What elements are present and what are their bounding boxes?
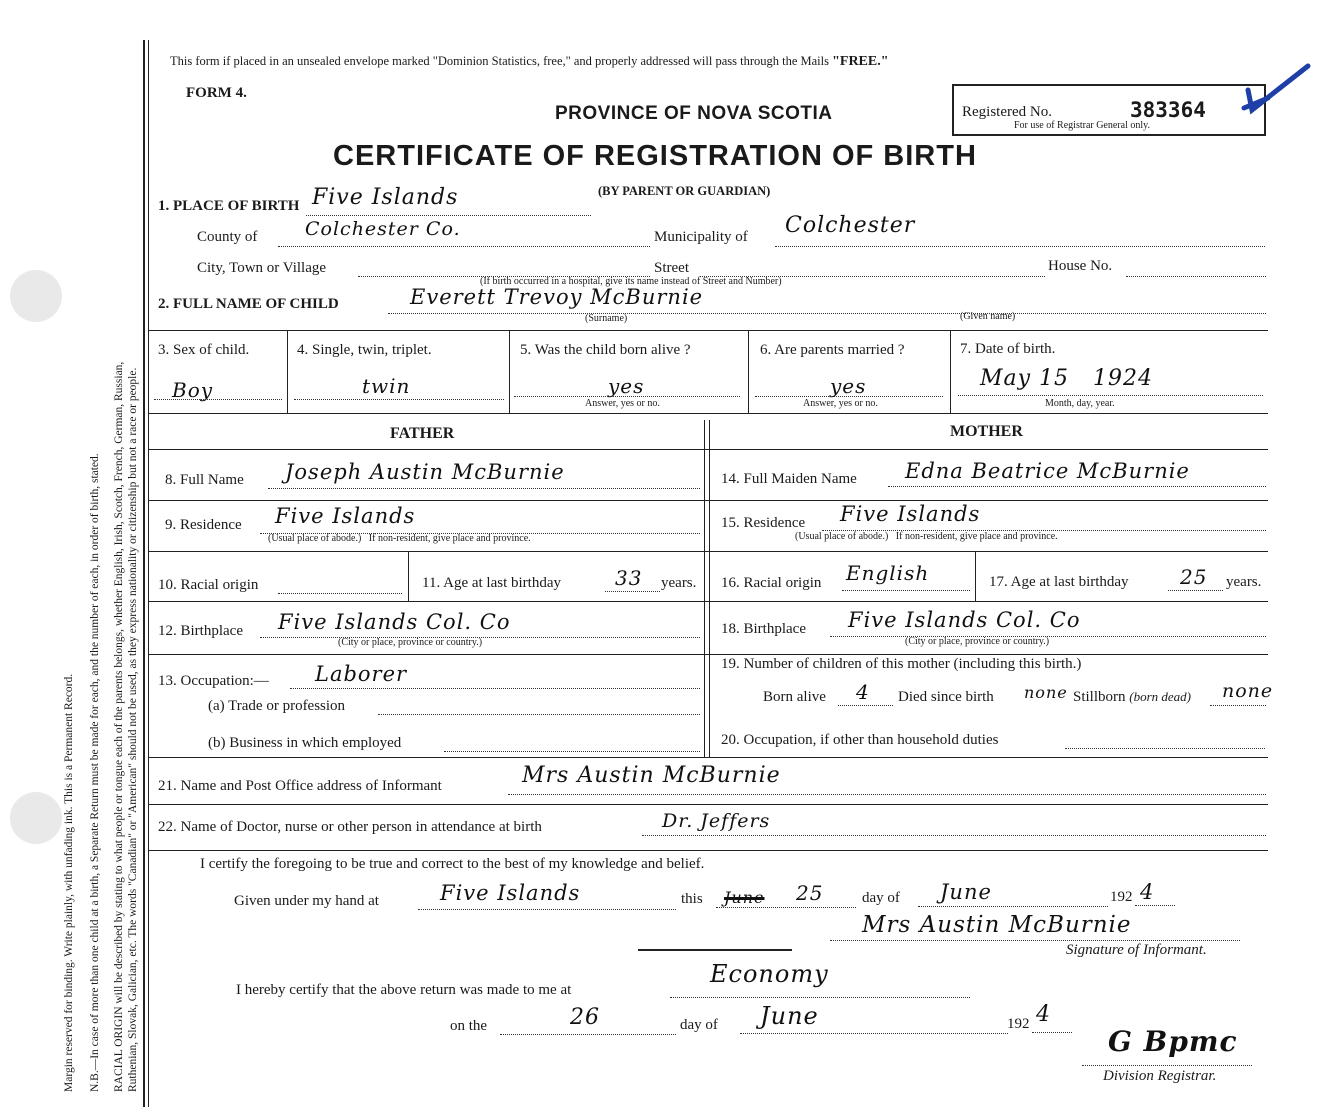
rule-under-birthplace — [148, 654, 1268, 655]
rule-under-racial — [148, 601, 1268, 602]
row3-divider-4 — [950, 330, 951, 413]
informant-signature-line — [830, 940, 1240, 941]
registrar-signature-label: Division Registrar. — [1103, 1068, 1217, 1084]
sex-value: Boy — [172, 378, 214, 402]
mother-name-label: 14. Full Maiden Name — [721, 471, 857, 487]
born-alive-count-line — [838, 705, 893, 706]
margin-line-2: N.B.—In case of more than one child at a birth, a Separate Return must be made for each, and the number of each, in order of birth, stated. — [89, 453, 101, 1092]
stillborn-note: (born dead) — [1129, 689, 1192, 704]
place-of-birth-label: 1. PLACE OF BIRTH — [158, 198, 300, 214]
binder-hole-bottom — [10, 792, 62, 844]
certificate-subtitle: (BY PARENT OR GUARDIAN) — [598, 184, 771, 198]
margin-notes — [62, 361, 139, 1093]
mother-years: years. — [1226, 574, 1262, 590]
rule-under-residence — [148, 551, 1268, 552]
date-of-birth-label: 7. Date of birth. — [960, 341, 1056, 357]
binder-hole-top — [10, 270, 62, 322]
parents-center-divider — [704, 420, 705, 757]
mother-heading: MOTHER — [950, 423, 1023, 440]
father-age-value: 33 — [615, 566, 643, 590]
parents-married-label: 6. Are parents married ? — [760, 342, 905, 358]
given-year-suffix: 4 — [1140, 880, 1155, 904]
municipality-line — [775, 246, 1265, 247]
mother-birthplace-value: Five Islands Col. Co — [848, 608, 1081, 632]
county-label: County of — [197, 229, 258, 245]
father-residence-note: (Usual place of abode.) If non-resident, give place and province. — [268, 533, 531, 544]
certificate-title: CERTIFICATE OF REGISTRATION OF BIRTH — [333, 140, 977, 172]
given-day-line — [716, 907, 856, 908]
sex-label: 3. Sex of child. — [158, 342, 250, 358]
plurality-value: twin — [362, 374, 411, 398]
mother-birthplace-note: (City or place, province or country.) — [905, 636, 1050, 647]
registrar-on-label: on the — [450, 1018, 488, 1034]
mother-residence-label: 15. Residence — [721, 515, 806, 531]
registrar-month-value: June — [760, 1002, 819, 1030]
row3-divider-3 — [748, 330, 749, 413]
date-of-birth-value: May 15 1924 — [980, 366, 1154, 391]
given-place-value: Five Islands — [440, 881, 581, 905]
born-alive-count-label: Born alive — [763, 689, 826, 705]
father-occupation-label: 13. Occupation:— — [158, 673, 269, 689]
father-racial-label: 10. Racial origin — [158, 577, 259, 593]
registered-no-label: Registered No. — [962, 104, 1052, 120]
form-number: FORM 4. — [186, 85, 247, 101]
father-occupation-value: Laborer — [315, 662, 408, 686]
registration-box — [952, 84, 1266, 136]
trade-label: (a) Trade or profession — [208, 698, 346, 714]
born-alive-label: 5. Was the child born alive ? — [520, 342, 691, 358]
child-name-value: Everett Trevoy McBurnie — [410, 285, 704, 309]
plurality-line — [294, 399, 504, 400]
father-name-label: 8. Full Name — [165, 472, 244, 488]
father-occupation-line — [290, 688, 700, 689]
blue-check-mark-icon — [1238, 58, 1318, 118]
hospital-note: (If birth occurred in a hospital, give its name instead of Street and Number) — [480, 276, 782, 287]
given-year-prefix: 192 — [1110, 889, 1133, 905]
doctor-line — [642, 835, 1266, 836]
binding-rule — [143, 40, 145, 1107]
registrar-day-value: 26 — [570, 1005, 600, 1030]
struck-month: June — [724, 888, 765, 907]
row3-divider-2 — [509, 330, 510, 413]
rule-under-informant — [148, 804, 1268, 805]
date-of-birth-line — [958, 395, 1263, 396]
parents-center-divider-2 — [709, 420, 710, 757]
margin-line-3: RACIAL ORIGIN will be described by stating to what people or tongue each of the parents belongs, whether English, Irish, Scotch, French, German, Russian, — [113, 361, 125, 1092]
registrar-day-line — [500, 1034, 676, 1035]
registrar-year-prefix: 192 — [1007, 1016, 1030, 1032]
mail-notice: This form if placed in an unsealed envelope marked "Dominion Statistics, free," and properly addressed will pass through the Mails "FREE." — [170, 54, 889, 69]
given-year-line — [1135, 905, 1175, 906]
father-age-line — [605, 591, 660, 592]
registrar-month-line — [740, 1033, 1008, 1034]
mother-birthplace-label: 18. Birthplace — [721, 621, 806, 637]
given-day-value: 25 — [796, 881, 824, 905]
stillborn-line — [1210, 705, 1266, 706]
died-since-birth-label: Died since birth — [898, 689, 994, 705]
row3-divider-1 — [287, 330, 288, 413]
mother-residence-note: (Usual place of abode.) If non-resident, give place and province. — [795, 531, 1058, 542]
rule-under-occupation — [148, 757, 1268, 758]
surname-note: (Surname) — [585, 313, 628, 324]
rule-under-headings — [148, 449, 1268, 450]
registrar-signature-line — [1082, 1065, 1252, 1066]
municipality-value: Colchester — [785, 213, 916, 238]
doctor-value: Dr. Jeffers — [662, 810, 771, 832]
house-no-line — [1126, 276, 1266, 277]
born-alive-note: Answer, yes or no. — [585, 398, 660, 409]
stillborn-value: none — [1222, 680, 1274, 702]
father-birthplace-note: (City or place, province or country.) — [338, 637, 483, 648]
municipality-label: Municipality of — [654, 229, 748, 245]
registrar-statement: I hereby certify that the above return was made to me at — [236, 982, 572, 998]
parents-married-note: Answer, yes or no. — [803, 398, 878, 409]
child-name-label: 2. FULL NAME OF CHILD — [158, 296, 339, 312]
mother-age-value: 25 — [1180, 565, 1208, 589]
informant-value: Mrs Austin McBurnie — [522, 763, 781, 788]
this-label: this — [681, 891, 703, 907]
born-alive-value: yes — [608, 374, 645, 398]
mother-racial-line — [842, 590, 970, 591]
born-alive-count-value: 4 — [856, 680, 870, 704]
parents-married-value: yes — [830, 374, 867, 398]
father-residence-label: 9. Residence — [165, 517, 242, 533]
county-value: Colchester Co. — [305, 218, 461, 240]
informant-signature: Mrs Austin McBurnie — [862, 912, 1132, 938]
registrar-note: For use of Registrar General only. — [1014, 120, 1150, 131]
father-name-line — [268, 488, 700, 489]
sex-line — [154, 399, 282, 400]
rule-under-doctor — [148, 850, 1268, 851]
mother-age-line — [1168, 590, 1223, 591]
registrar-signature: G Bpmc — [1108, 1025, 1238, 1058]
parents-married-line — [755, 396, 943, 397]
mother-age-label: 17. Age at last birthday — [989, 574, 1129, 590]
house-no-label: House No. — [1048, 258, 1113, 274]
father-birthplace-label: 12. Birthplace — [158, 623, 243, 639]
registered-no-value: 383364 — [1130, 98, 1206, 122]
registrar-place-line — [670, 997, 970, 998]
father-racial-line — [278, 593, 402, 594]
mother-racial-divider — [975, 551, 976, 601]
father-racial-divider — [408, 551, 409, 601]
place-of-birth-line — [306, 215, 591, 216]
father-residence-value: Five Islands — [275, 504, 416, 528]
father-age-label: 11. Age at last birthday — [422, 575, 561, 591]
margin-line-1: Margin reserved for binding. Write plainly, with unfading ink. This is a Permanent Record. — [63, 673, 75, 1092]
county-line — [278, 246, 650, 247]
place-of-birth-value: Five Islands — [312, 185, 459, 210]
given-month-line — [918, 906, 1108, 907]
given-name-note: (Given name) — [960, 311, 1016, 322]
given-place-line — [418, 909, 676, 910]
born-alive-line — [514, 396, 740, 397]
mother-racial-value: English — [846, 561, 930, 585]
registrar-day-of-label: day of — [680, 1017, 718, 1033]
street-label: Street — [654, 260, 689, 276]
registrar-year-line — [1032, 1032, 1072, 1033]
date-of-birth-note: Month, day, year. — [1045, 398, 1115, 409]
informant-line — [508, 794, 1266, 795]
children-count-label: 19. Number of children of this mother (including this birth.) — [721, 656, 1082, 672]
informant-signature-label: Signature of Informant. — [1066, 942, 1207, 958]
given-day-of-label: day of — [862, 890, 900, 906]
mother-name-value: Edna Beatrice McBurnie — [905, 459, 1190, 483]
stillborn-label — [1073, 689, 1191, 706]
died-since-birth-value: none — [1024, 683, 1068, 702]
father-heading: FATHER — [390, 425, 455, 442]
business-line — [444, 751, 700, 752]
child-name-line — [388, 313, 1266, 314]
informant-label: 21. Name and Post Office address of Informant — [158, 778, 442, 794]
mother-residence-value: Five Islands — [840, 502, 981, 526]
rule-above-row3 — [148, 330, 1268, 331]
form-left-border — [148, 40, 149, 1107]
doctor-label: 22. Name of Doctor, nurse or other person in attendance at birth — [158, 819, 542, 835]
father-name-value: Joseph Austin McBurnie — [285, 460, 565, 484]
rule-below-row3 — [148, 413, 1268, 414]
rule-under-names — [148, 500, 1268, 501]
province-heading: PROVINCE OF NOVA SCOTIA — [555, 103, 833, 124]
mother-occupation-label: 20. Occupation, if other than household duties — [721, 732, 999, 748]
city-label: City, Town or Village — [197, 260, 327, 276]
given-under-label: Given under my hand at — [234, 893, 379, 909]
registrar-year-suffix: 4 — [1036, 1002, 1051, 1027]
plurality-label: 4. Single, twin, triplet. — [297, 342, 432, 358]
father-birthplace-value: Five Islands Col. Co — [278, 610, 511, 634]
certify-statement: I certify the foregoing to be true and correct to the best of my knowledge and belief. — [200, 856, 705, 872]
registrar-place-value: Economy — [710, 960, 829, 988]
mother-occupation-line — [1065, 748, 1265, 749]
trade-line — [378, 714, 700, 715]
mother-racial-label: 16. Racial origin — [721, 575, 822, 591]
margin-line-4: Ruthenian, Slovak, Galician, etc. The words "Canadian" or "American" should not be used, as they express nationality or citizenship but not a race or people. — [127, 367, 139, 1092]
father-years: years. — [661, 575, 697, 591]
mother-name-line — [888, 486, 1266, 487]
given-month-value: June — [940, 880, 992, 904]
business-label: (b) Business in which employed — [208, 735, 402, 751]
stillborn-label-text: Stillborn — [1073, 689, 1126, 705]
registrar-separator — [638, 949, 792, 951]
